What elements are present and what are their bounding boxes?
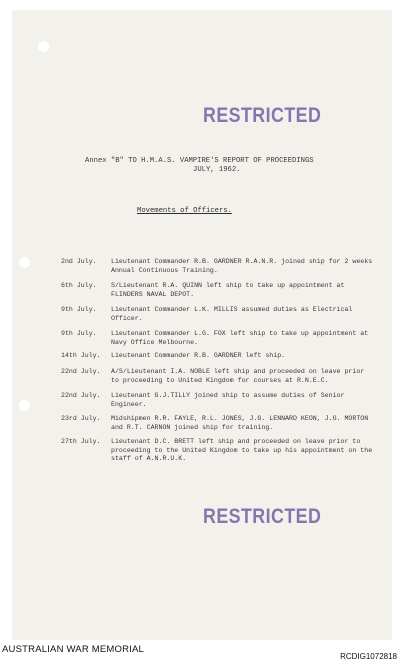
restricted-stamp-top: RESTRICTED — [203, 104, 322, 127]
entry-text: Lieutenant G.J.TILLY joined ship to assume duties of Senior Engineer. — [111, 392, 345, 408]
header-line-2: JULY, 1962. — [193, 166, 241, 174]
entry-text: A/S/Lieutenant I.A. NOBLE left ship and proceeded on leave prior to proceeding to United Kingdom for courses at R.N.E.C. — [111, 368, 365, 384]
entry-text: Lieutenant Commander R.B. GARDNER left ship. — [111, 352, 286, 359]
punch-hole — [38, 41, 49, 52]
punch-hole — [19, 400, 30, 411]
entry-date: 9th July. — [61, 306, 97, 313]
entry-text: Lieutenant D.C. BRETT left ship and proceeded on leave prior to proceeding to the United Kingdom to take up his appointment on the staff of A.N.R.U.K. — [111, 438, 373, 463]
archive-reference: RCDIG1072818 — [340, 652, 397, 661]
section-title: Movements of Officers. — [137, 207, 232, 215]
entry-date: 27th July. — [61, 438, 101, 445]
document-page — [13, 11, 391, 639]
entry-date: 23rd July. — [61, 415, 101, 422]
entry-date: 6th July. — [61, 282, 97, 289]
entry-text: S/Lieutenant R.A. QUINN left ship to take up appointment at FLINDERS NAVAL DEPOT. — [111, 282, 345, 298]
restricted-stamp-bottom: RESTRICTED — [203, 505, 322, 528]
archive-footer — [0, 642, 400, 666]
entry-text: Lieutenant Commander L.G. FOX left ship to take up appointment at Navy Office Melbourne. — [111, 330, 369, 346]
header-line-1: Annex "B" TO H.M.A.S. VAMPIRE'S REPORT OF PROCEEDINGS — [85, 157, 314, 165]
archive-source: AUSTRALIAN WAR MEMORIAL — [2, 644, 145, 655]
entry-date: 9th July. — [61, 330, 97, 337]
entry-text: Lieutenant Commander R.B. GARDNER R.A.N.R. joined ship for 2 weeks Annual Continuous Training. — [111, 258, 373, 274]
entry-date: 2nd July. — [61, 258, 97, 265]
punch-hole — [19, 257, 30, 268]
entry-date: 22nd July. — [61, 368, 101, 375]
entry-date: 14th July. — [61, 352, 101, 359]
entry-text: Midshipmen R.R. FAYLE, R.L. JONES, J.G. LENNARD KEON, J.G. MORTON and R.T. CARNON joined ship for training. — [111, 415, 369, 431]
entry-text: Lieutenant Commander L.K. MILLIS assumed duties as Electrical Officer. — [111, 306, 353, 322]
entry-date: 22nd July. — [61, 392, 101, 399]
